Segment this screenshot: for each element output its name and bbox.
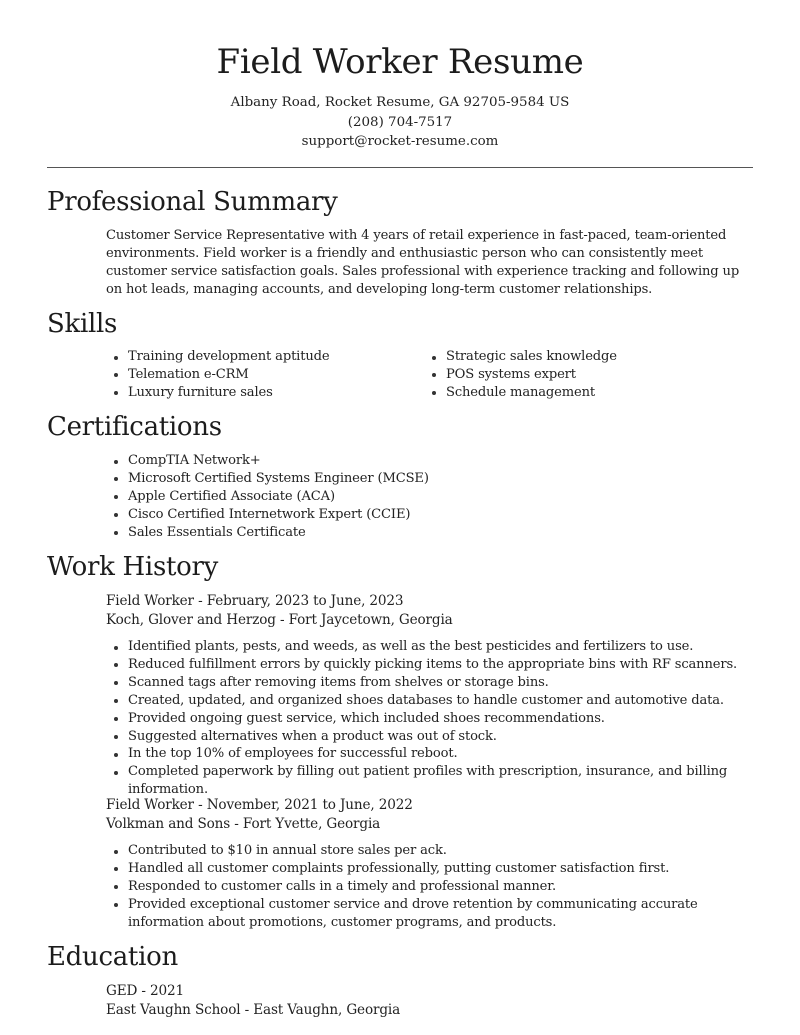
bullet-icon xyxy=(114,771,118,775)
education-heading: Education xyxy=(47,942,178,972)
bullet-icon xyxy=(114,513,118,517)
bullet-icon xyxy=(114,717,118,721)
bullet-icon xyxy=(114,646,118,650)
bullet-icon xyxy=(114,903,118,907)
job-title-dates: Field Worker - November, 2021 to June, 2022 xyxy=(106,797,413,813)
skill-item: Training development aptitude xyxy=(106,348,406,366)
bullet-icon xyxy=(432,373,436,377)
certifications-list xyxy=(106,452,746,542)
bullet-icon xyxy=(114,699,118,703)
job-bullet: Contributed to $10 in annual store sales per ack. xyxy=(106,842,756,860)
bullet-icon xyxy=(114,850,118,854)
skills-heading: Skills xyxy=(47,309,118,339)
work-history-heading: Work History xyxy=(47,552,219,582)
bullet-icon xyxy=(114,681,118,685)
job-bullet: Provided exceptional customer service and drove retention by communicating accurate information about promotions, customer programs, and products. xyxy=(106,896,756,932)
job-bullet: Suggested alternatives when a product was out of stock. xyxy=(106,728,756,746)
job-bullet: Completed paperwork by filling out patient profiles with prescription, insurance, and billing information. xyxy=(106,763,756,799)
resume-title: Field Worker Resume xyxy=(216,42,584,82)
summary-heading: Professional Summary xyxy=(47,187,338,217)
skill-item: Schedule management xyxy=(424,384,744,402)
certification-item: Sales Essentials Certificate xyxy=(106,524,746,542)
contact-phone: (208) 704-7517 xyxy=(347,115,453,130)
bullet-icon xyxy=(432,391,436,395)
bullet-icon xyxy=(114,867,118,871)
certification-item: Cisco Certified Internetwork Expert (CCIE) xyxy=(106,506,746,524)
bullet-icon xyxy=(114,663,118,667)
bullet-icon xyxy=(114,735,118,739)
skills-list-right xyxy=(424,348,744,402)
skill-item: Telemation e-CRM xyxy=(106,366,406,384)
bullet-icon xyxy=(114,391,118,395)
job-bullet: Scanned tags after removing items from shelves or storage bins. xyxy=(106,674,756,692)
education-school-location: East Vaughn School - East Vaughn, Georgia xyxy=(106,1002,401,1018)
summary-text: Customer Service Representative with 4 years of retail experience in fast-paced, team-oriented environments. Field worker is a friendly and enthusiastic person who can consistently meet customer service satisfaction goals. Sales professional with experience tracking and following up on hot leads, managing accounts, and developing long-term customer relationships. xyxy=(106,228,740,297)
job-company-location: Volkman and Sons - Fort Yvette, Georgia xyxy=(106,816,381,832)
certification-item: CompTIA Network+ xyxy=(106,452,746,470)
job-company-location: Koch, Glover and Herzog - Fort Jaycetown, Georgia xyxy=(106,612,453,628)
job-bullet: Created, updated, and organized shoes databases to handle customer and automotive data. xyxy=(106,692,756,710)
skill-item: Luxury furniture sales xyxy=(106,384,406,402)
bullet-icon xyxy=(114,885,118,889)
job-title-dates: Field Worker - February, 2023 to June, 2023 xyxy=(106,593,404,609)
job-bullet: In the top 10% of employees for successful reboot. xyxy=(106,745,756,763)
contact-address: Albany Road, Rocket Resume, GA 92705-9584 US xyxy=(230,95,570,110)
job-bullet: Reduced fulfillment errors by quickly picking items to the appropriate bins with RF scanners. xyxy=(106,656,756,674)
contact-email: support@rocket-resume.com xyxy=(301,134,499,149)
job-bullet: Identified plants, pests, and weeds, as well as the best pesticides and fertilizers to use. xyxy=(106,638,756,656)
job-bullet: Responded to customer calls in a timely and professional manner. xyxy=(106,878,756,896)
bullet-icon xyxy=(114,531,118,535)
job-bullets xyxy=(106,638,756,799)
certifications-heading: Certifications xyxy=(47,412,222,442)
skills-list-left xyxy=(106,348,406,402)
job-bullet: Handled all customer complaints professionally, putting customer satisfaction first. xyxy=(106,860,756,878)
certification-item: Microsoft Certified Systems Engineer (MCSE) xyxy=(106,470,746,488)
education-degree-year: GED - 2021 xyxy=(106,983,185,999)
bullet-icon xyxy=(114,753,118,757)
job-bullets xyxy=(106,842,756,932)
job-bullet: Provided ongoing guest service, which included shoes recommendations. xyxy=(106,710,756,728)
bullet-icon xyxy=(114,495,118,499)
certification-item: Apple Certified Associate (ACA) xyxy=(106,488,746,506)
skill-item: POS systems expert xyxy=(424,366,744,384)
bullet-icon xyxy=(114,356,118,360)
bullet-icon xyxy=(114,373,118,377)
header-divider xyxy=(47,167,753,168)
bullet-icon xyxy=(432,356,436,360)
bullet-icon xyxy=(114,460,118,464)
bullet-icon xyxy=(114,477,118,481)
skill-item: Strategic sales knowledge xyxy=(424,348,744,366)
